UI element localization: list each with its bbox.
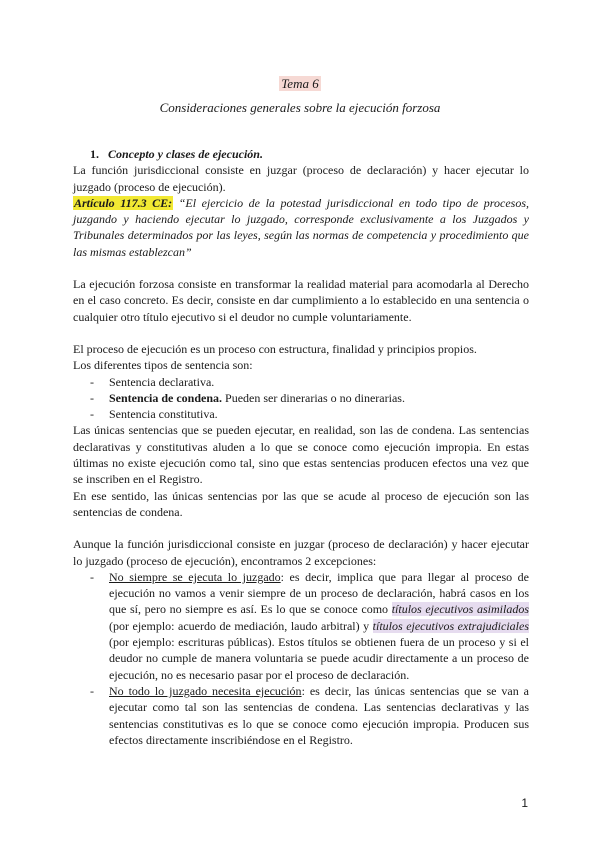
dash-bullet: - [90,407,94,422]
list-item [73,406,529,422]
exception-text: : es decir, implica que para llegar al proceso de ejecución no vamos a venir siempre de un proceso de declaración, habrá casos en los que sí, pero no siempre es así. Es lo que se conoce como [109,569,529,617]
dash-bullet: - [90,683,94,698]
section-title: Concepto y clases de ejecución. [108,147,263,161]
dash-bullet: - [90,569,94,584]
exception-title: No todo lo juzgado necesita ejecución [109,683,302,698]
dash-bullet: - [90,390,94,405]
tema-title [0,76,600,92]
exception-text: (por ejemplo: acuerdo de mediación, laudo arbitral) y [109,618,373,633]
sentence-types-list [73,374,529,423]
list-item [73,374,529,390]
highlight-asimilados: títulos ejecutivos asimilados [391,602,529,617]
article-quote: “El ejercicio de la potestad jurisdiccional en todo tipo de procesos, juzgando y haciendo ejecutar lo juzgado, corresponde exclusivamente a los Juzgados y Tribunales determinados por las leyes, según las normas de competencia y procedimiento que las mismas establezcan” [73,195,529,259]
document-body [73,146,529,748]
document-subtitle: Consideraciones generales sobre la ejecución forzosa [159,100,441,115]
exception-text: : es decir, las únicas sentencias que se van a ejecutar como tal son las sentencias de condena. Las sentencias declarativas y las sentencias constitutivas es lo que se conoce como ejecución impropia. Producen sus efectos directamente inscribiéndose en el Registro. [109,683,529,747]
paragraph-process: El proceso de ejecución es un proceso con estructura, finalidad y principios propios. [73,341,477,356]
list-item-text: Pueden ser dinerarias o no dinerarias. [222,390,405,405]
exception-title: No siempre se ejecuta lo juzgado [109,569,281,584]
list-item [73,569,529,683]
paragraph-condena: Las únicas sentencias que se pueden ejecutar, en realidad, son las de condena. Las sentencias declarativas y constitutivas aluden a lo que se conoce como ejecución impropia. En estas últimas no existe ejecución como tal, sino que estas sentencias producen efectos una vez que se inscriben en el Registro. [73,423,529,487]
paragraph-condena-2: En ese sentido, las únicas sentencias por las que se acude al proceso de ejecución son las sentencias de condena. [73,488,529,519]
list-item-bold: Sentencia de condena. [109,390,223,405]
paragraph-types-intro: Los diferentes tipos de sentencia son: [73,358,253,373]
exceptions-list [73,569,529,748]
exception-text: (por ejemplo: escrituras públicas). Estos títulos se obtienen fuera de un proceso y si el deudor no cumple de manera voluntaria se puede acudir directamente a un proceso de ejecución, no es necesario pasar por el proceso de declaración. [109,635,529,682]
dash-bullet: - [90,374,94,389]
tema-title-text: Tema 6 [281,76,319,91]
list-item-text: Sentencia constitutiva. [109,407,218,422]
paragraph-forced-execution: La ejecución forzosa consiste en transformar la realidad material para acomodarla al Derecho en el caso concreto. Es decir, consiste en dar cumplimiento a lo establecido en una sentencia o cualquier otro título ejecutivo si el deudor no cumple voluntariamente. [73,277,529,324]
spacer [73,260,529,276]
article-label: Artículo 117.3 CE: [74,195,173,210]
spacer [73,325,529,341]
section-number: 1. [90,147,99,161]
section-heading [73,146,529,162]
list-item [73,390,529,406]
paragraph-definition: La función jurisdiccional consiste en juzgar (proceso de declaración) y hacer ejecutar lo juzgado (proceso de ejecución). [73,163,529,194]
paragraph-exceptions-intro: Aunque la función jurisdiccional consiste en juzgar (proceso de declaración) y hacer ejecutar lo juzgado (proceso de ejecución), encontramos 2 excepciones: [73,537,529,568]
article-quote-block [73,195,529,260]
list-item-text: Sentencia declarativa. [109,374,215,389]
list-item [73,683,529,748]
page-number: 1 [521,796,528,810]
spacer [73,520,529,536]
highlight-extrajudiciales: títulos ejecutivos extrajudiciales [372,618,529,633]
